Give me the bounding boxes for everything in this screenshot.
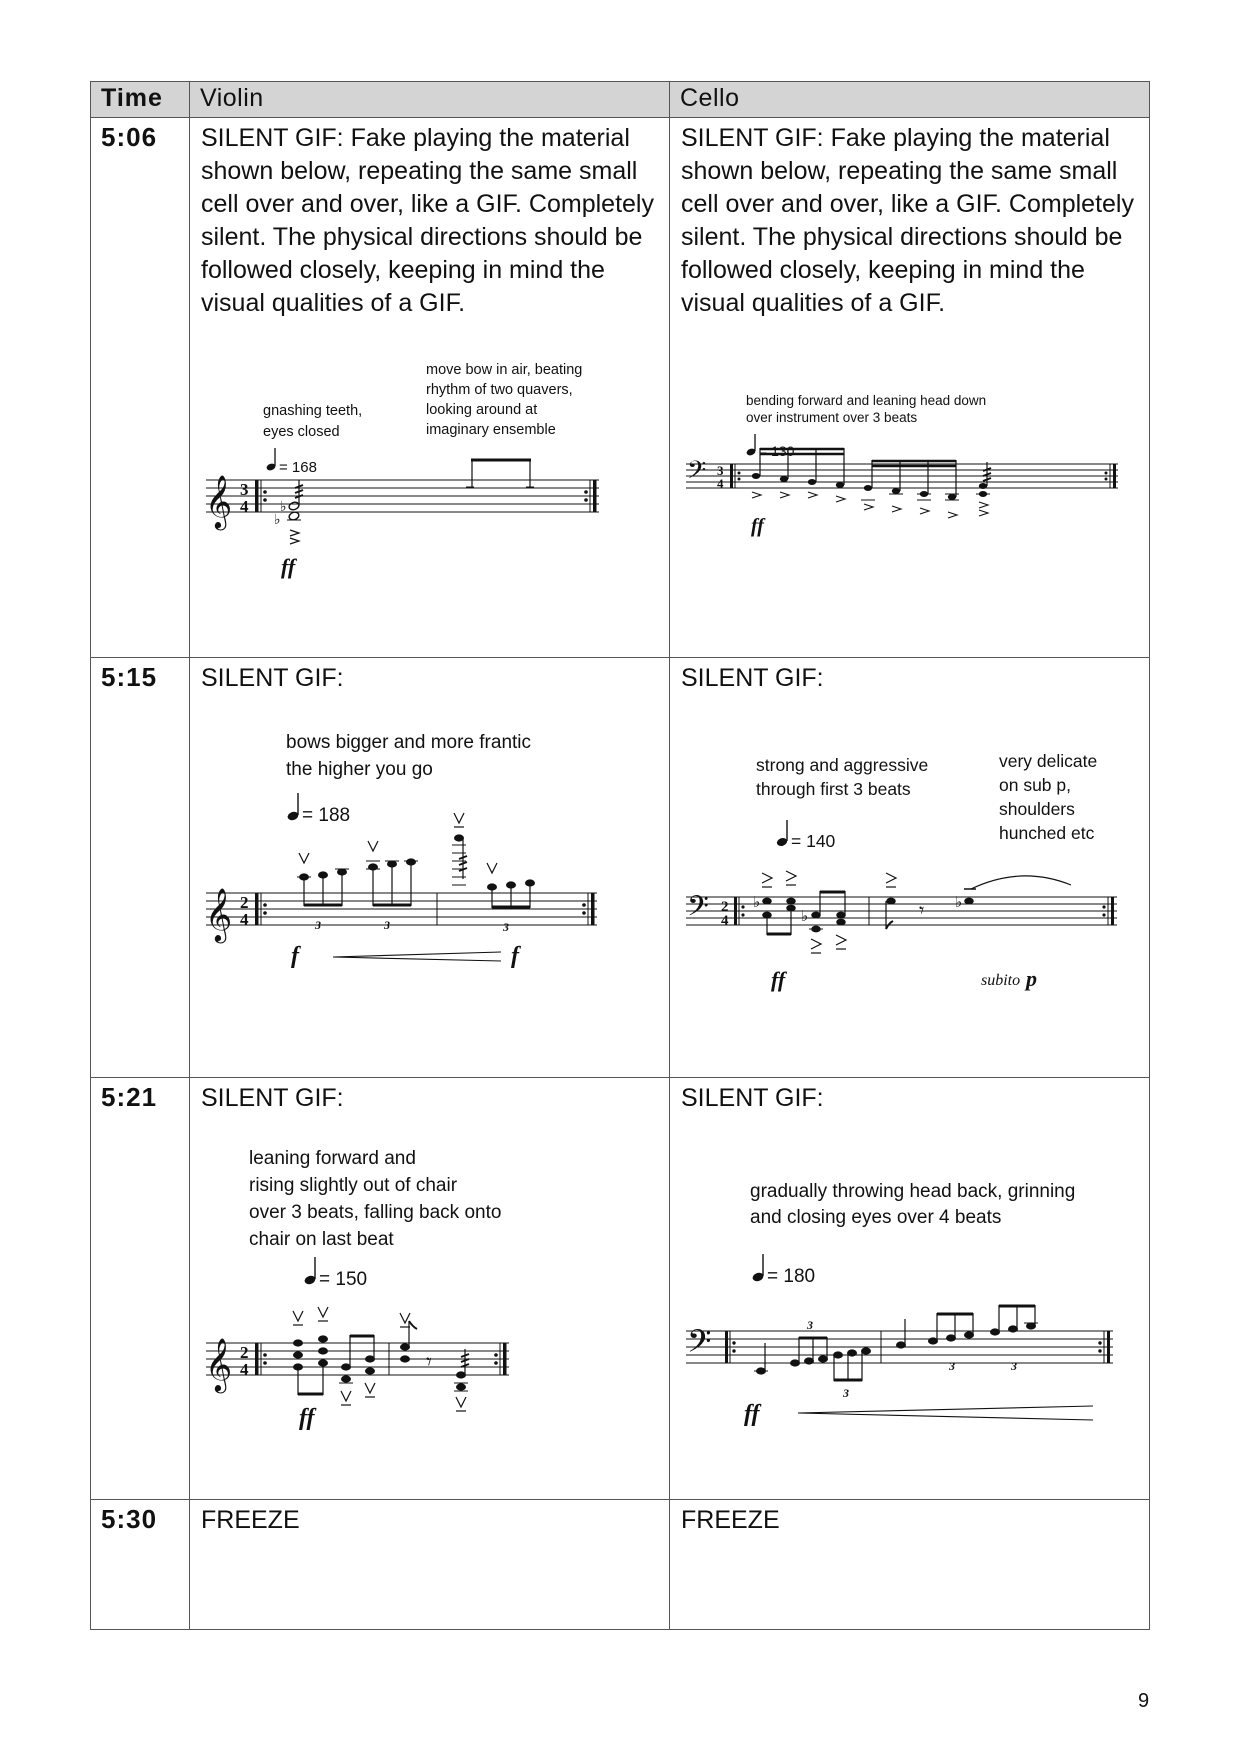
svg-text:♭: ♭ bbox=[801, 907, 809, 925]
tempo-mark bbox=[751, 1254, 815, 1287]
header-violin: Violin bbox=[190, 82, 670, 118]
triplet-notes bbox=[297, 813, 535, 925]
bass-clef: 𝄢 bbox=[687, 1323, 712, 1368]
staff bbox=[686, 897, 1117, 925]
svg-text:= 140: = 140 bbox=[791, 830, 836, 851]
time-signature-bottom: 4 bbox=[240, 497, 249, 517]
time-signature-bottom: 4 bbox=[717, 476, 724, 492]
direction-line: and closing eyes over 4 beats bbox=[750, 1207, 1002, 1229]
time-cell: 5:06 bbox=[91, 118, 190, 658]
violin-cell bbox=[190, 1078, 670, 1499]
page-number: 9 bbox=[1138, 1690, 1150, 1712]
violin-cell bbox=[190, 118, 670, 658]
time-signature-top: 2 bbox=[240, 1343, 249, 1363]
direction-line: over 3 beats, falling back onto bbox=[249, 1202, 502, 1224]
svg-text:= 150: = 150 bbox=[319, 1269, 368, 1291]
staff bbox=[686, 464, 1118, 488]
tuplet-number: 3 bbox=[315, 917, 321, 932]
direction-line: gradually throwing head back, grinning bbox=[750, 1181, 1076, 1203]
cello-cell bbox=[670, 1078, 1150, 1499]
tempo-mark bbox=[266, 448, 317, 476]
cello-instruction: FREEZE bbox=[681, 1505, 780, 1534]
tuplet-number: 3 bbox=[949, 1359, 955, 1374]
violin-score-5-06 bbox=[201, 320, 671, 580]
tuplet-number: 3 bbox=[843, 1386, 849, 1401]
header-row bbox=[91, 82, 1150, 118]
cello-instruction: SILENT GIF: bbox=[681, 663, 824, 692]
svg-text:𝄾: 𝄾 bbox=[919, 899, 925, 922]
svg-text:♭: ♭ bbox=[753, 893, 761, 911]
tempo-mark bbox=[303, 1257, 367, 1290]
cello-score-5-15 bbox=[681, 695, 1151, 1055]
tuplet-number: 3 bbox=[807, 1318, 813, 1333]
table-row bbox=[91, 1499, 1150, 1629]
direction-line: eyes closed bbox=[263, 424, 340, 441]
dynamic-subito: p bbox=[1026, 965, 1037, 991]
time-cell: 5:30 bbox=[91, 1499, 190, 1629]
cello-score-5-21 bbox=[681, 1115, 1151, 1475]
dynamic-marking: ff bbox=[299, 1405, 315, 1432]
svg-text:𝄾: 𝄾 bbox=[426, 1349, 432, 1375]
svg-text:= 188: = 188 bbox=[302, 804, 351, 826]
svg-text:= 180: = 180 bbox=[767, 1266, 816, 1288]
violin-score-5-15 bbox=[201, 695, 671, 1055]
direction-line: chair on last beat bbox=[249, 1229, 394, 1251]
direction-line: on sub p, bbox=[999, 774, 1071, 795]
direction-line: hunched etc bbox=[999, 822, 1095, 843]
direction-line: rhythm of two quavers, bbox=[426, 382, 573, 399]
violin-cell bbox=[190, 657, 670, 1077]
direction-line: strong and aggressive bbox=[756, 754, 929, 775]
violin-score-5-21 bbox=[201, 1115, 671, 1475]
time-signature-top: 3 bbox=[240, 480, 249, 500]
rising-notes bbox=[754, 1305, 1038, 1381]
tempo-mark bbox=[286, 793, 350, 826]
decrescendo-hairpin bbox=[333, 952, 501, 961]
dynamic-marking: ff bbox=[744, 1401, 760, 1428]
staff bbox=[206, 480, 599, 515]
violin-instruction: FREEZE bbox=[201, 1505, 300, 1534]
direction-line: rising slightly out of chair bbox=[249, 1175, 458, 1197]
time-signature-bottom: 4 bbox=[240, 909, 249, 929]
table-row bbox=[91, 657, 1150, 1077]
score-table bbox=[90, 81, 1150, 1630]
bass-clef: 𝄢 bbox=[687, 889, 709, 930]
cello-cell bbox=[670, 1499, 1150, 1629]
svg-text:= 168: = 168 bbox=[279, 459, 317, 477]
table-row bbox=[91, 118, 1150, 658]
direction-line: over instrument over 3 beats bbox=[746, 410, 918, 426]
table-row bbox=[91, 1078, 1150, 1499]
svg-text:♭: ♭ bbox=[274, 511, 281, 528]
tuplet-number: 3 bbox=[1011, 1359, 1017, 1374]
violin-cell bbox=[190, 1499, 670, 1629]
violin-instruction: SILENT GIF: Fake playing the material shown below, repeating the same small cell over and over, like a GIF. Completely silent. The physical directions should be followed closely, keeping in mind the visual qualities of a GIF. bbox=[201, 124, 654, 318]
dynamic-subito-word: subito bbox=[981, 971, 1021, 989]
tempo-mark bbox=[776, 820, 836, 851]
bass-clef: 𝄢 bbox=[687, 456, 707, 492]
violin-instruction: SILENT GIF: bbox=[201, 663, 344, 692]
direction-line: leaning forward and bbox=[249, 1148, 416, 1170]
direction-line: bending forward and leaning head down bbox=[746, 393, 987, 409]
dynamic-start: f bbox=[291, 942, 299, 969]
time-cell: 5:21 bbox=[91, 1078, 190, 1499]
time-signature-top: 3 bbox=[717, 463, 724, 479]
staff bbox=[206, 1343, 509, 1375]
tuplet-number: 3 bbox=[503, 919, 509, 934]
direction-line: looking around at bbox=[426, 402, 538, 419]
time-signature-top: 2 bbox=[240, 892, 249, 912]
svg-text:= 130: = 130 bbox=[759, 443, 795, 460]
direction-line: move bow in air, beating bbox=[426, 362, 583, 379]
direction-line: shoulders bbox=[999, 798, 1075, 819]
header-time: Time bbox=[91, 82, 190, 118]
tuplet-number: 3 bbox=[384, 917, 390, 932]
cello-instruction: SILENT GIF: Fake playing the material shown below, repeating the same small cell over and over, like a GIF. Completely silent. The physical directions should be followed closely, keeping in mind the visual qualities of a GIF. bbox=[681, 124, 1134, 318]
direction-line: the higher you go bbox=[286, 758, 433, 780]
direction-line: imaginary ensemble bbox=[426, 422, 556, 439]
dynamic-marking: ff bbox=[771, 966, 786, 992]
violin-instruction: SILENT GIF: bbox=[201, 1084, 344, 1113]
dynamic-end: f bbox=[511, 942, 519, 969]
dynamic-marking: ff bbox=[281, 554, 296, 580]
crescendo-hairpin bbox=[798, 1406, 1093, 1420]
time-signature-bottom: 4 bbox=[240, 1360, 249, 1380]
cello-cell bbox=[670, 118, 1150, 658]
direction-line: gnashing teeth, bbox=[263, 403, 363, 420]
cello-instruction: SILENT GIF: bbox=[681, 1084, 824, 1113]
treble-clef: 𝄞 bbox=[205, 474, 233, 529]
double-stop-notes bbox=[753, 871, 1071, 953]
rhythm-sketch bbox=[466, 460, 534, 487]
svg-text:♭: ♭ bbox=[280, 498, 287, 515]
staff bbox=[206, 893, 597, 925]
time-cell: 5:15 bbox=[91, 657, 190, 1077]
cello-cell bbox=[670, 657, 1150, 1077]
direction-line: through first 3 beats bbox=[756, 778, 911, 799]
time-signature-bottom: 4 bbox=[721, 912, 729, 929]
time-signature-top: 2 bbox=[721, 898, 729, 915]
direction-line: very delicate bbox=[999, 750, 1098, 771]
treble-clef: 𝄞 bbox=[205, 1337, 233, 1392]
svg-text:♭: ♭ bbox=[955, 893, 963, 911]
treble-clef: 𝄞 bbox=[205, 886, 233, 941]
header-cello: Cello bbox=[670, 82, 1150, 118]
direction-line: bows bigger and more frantic bbox=[286, 731, 532, 753]
dynamic-marking: ff bbox=[751, 515, 764, 538]
cello-score-5-06 bbox=[681, 320, 1151, 580]
